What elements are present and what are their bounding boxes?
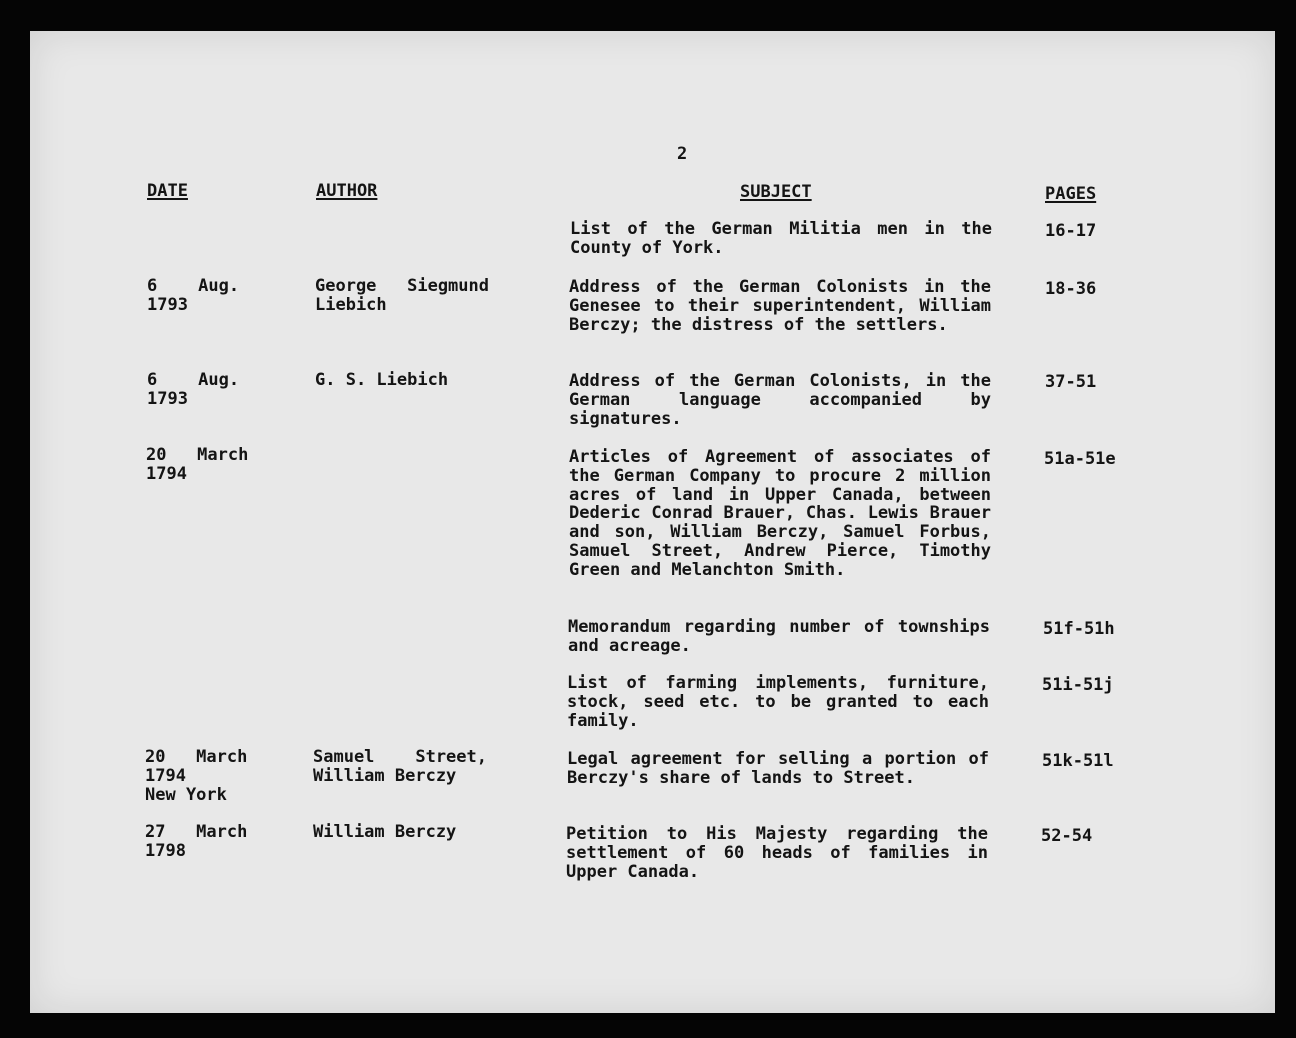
entry-subject: Memorandum regarding number of townships and acreage. bbox=[568, 617, 990, 656]
entry-subject: Address of the German Colonists, in the German language accompanied by signatures. bbox=[569, 371, 991, 429]
entry-pages: 52-54 bbox=[1041, 826, 1093, 846]
header-pages: PAGES bbox=[1045, 184, 1097, 204]
entry-date: 6 Aug. 1793 bbox=[147, 276, 240, 315]
entry-subject: List of the German Militia men in the County of York. bbox=[570, 219, 992, 258]
entry-subject: List of farming implements, furniture, stock, seed etc. to be granted to each family. bbox=[567, 673, 989, 731]
entry-author: William Berczy bbox=[313, 822, 457, 842]
entry-subject: Address of the German Colonists in the Genesee to their superintendent, William Berczy; the distress of the settlers. bbox=[569, 277, 991, 335]
document-page bbox=[30, 31, 1275, 1013]
entry-pages: 16-17 bbox=[1045, 221, 1097, 241]
header-subject: SUBJECT bbox=[740, 182, 812, 202]
entry-date: 20 March 1794 bbox=[146, 445, 249, 484]
header-author: AUTHOR bbox=[316, 181, 378, 201]
entry-pages: 51i-51j bbox=[1042, 675, 1114, 695]
entry-pages: 51f-51h bbox=[1043, 619, 1115, 639]
entry-date: 20 March 1794 New York bbox=[145, 747, 248, 805]
entry-date: 27 March 1798 bbox=[145, 822, 248, 861]
entry-date: 6 Aug. 1793 bbox=[147, 370, 240, 409]
entry-pages: 51k-51l bbox=[1042, 751, 1114, 771]
entry-pages: 18-36 bbox=[1045, 279, 1097, 299]
header-date: DATE bbox=[147, 181, 188, 201]
entry-subject: Articles of Agreement of associates of the German Company to procure 2 million acres of land in Upper Canada, between Dederic Conrad Brauer, Chas. Lewis Brauer and son, William Berczy, Samuel Forbus, Samuel Street, Andrew Pierce, Timothy Green and Melanchton Smith. bbox=[569, 447, 991, 580]
entry-subject: Petition to His Majesty regarding the settlement of 60 heads of families in Upper Canada. bbox=[566, 824, 988, 882]
entry-subject: Legal agreement for selling a portion of Berczy's share of lands to Street. bbox=[567, 749, 989, 788]
entry-author: G. S. Liebich bbox=[315, 370, 449, 390]
page-number: 2 bbox=[677, 144, 688, 164]
entry-pages: 37-51 bbox=[1045, 372, 1097, 392]
entry-author: George Siegmund Liebich bbox=[315, 276, 489, 315]
entry-author: Samuel Street, William Berczy bbox=[313, 747, 487, 786]
entry-pages: 51a-51e bbox=[1044, 449, 1116, 469]
